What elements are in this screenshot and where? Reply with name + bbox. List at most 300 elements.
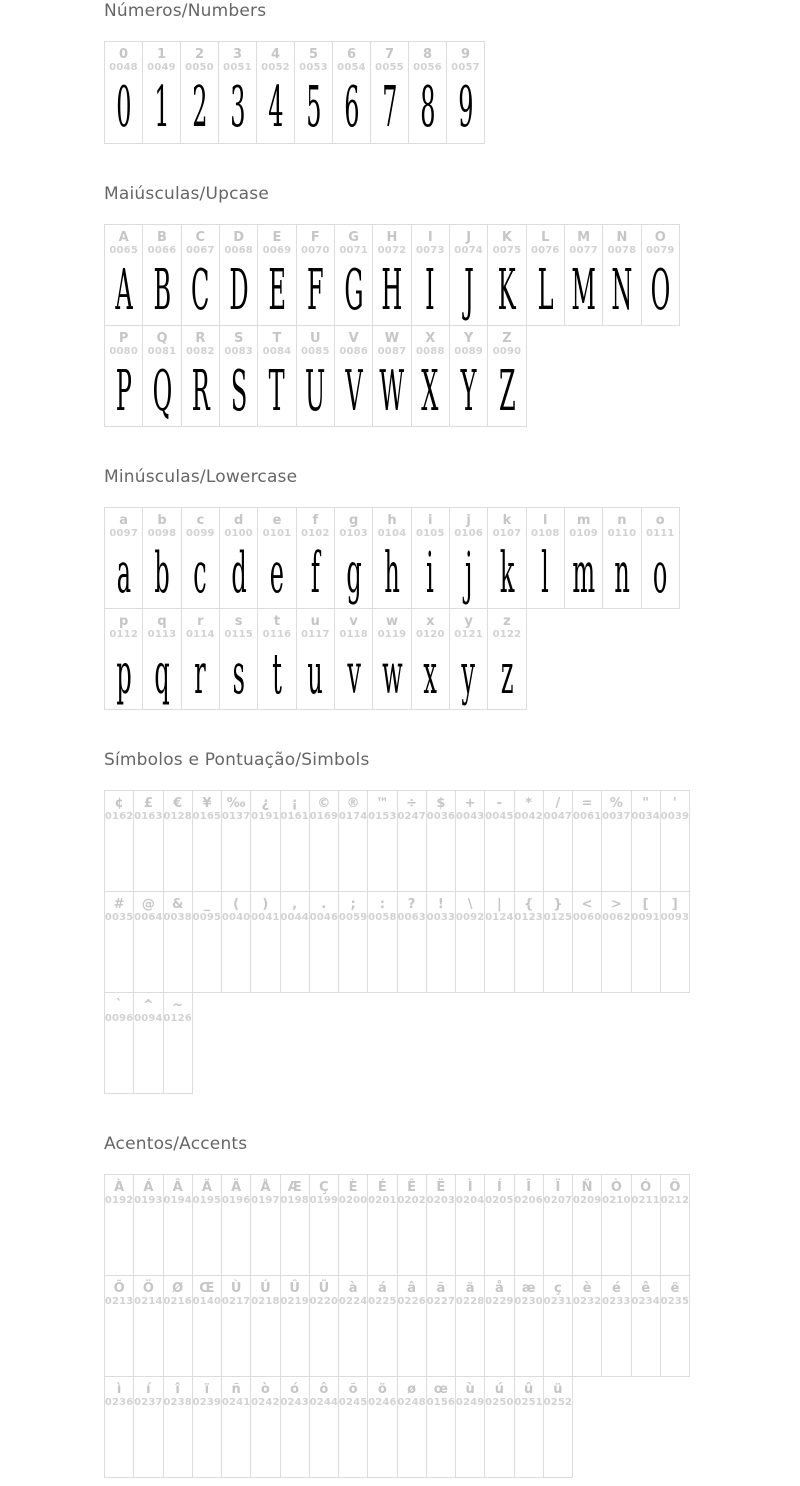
cell-glyph-area xyxy=(398,1409,426,1477)
cell-code: 0093 xyxy=(660,912,690,923)
cell-glyph-area xyxy=(258,641,295,709)
char-cell-0058 xyxy=(367,891,397,993)
cell-glyph-area xyxy=(310,924,338,992)
cell-glyph-area xyxy=(105,1308,133,1376)
cell-code: 0156 xyxy=(426,1397,456,1408)
char-cell-0239 xyxy=(192,1376,222,1478)
char-cell-0068 xyxy=(219,224,258,326)
cell-code: 0038 xyxy=(163,912,192,923)
char-cell-0076 xyxy=(526,224,565,326)
cell-label: ü xyxy=(553,1382,563,1397)
cell-label: î xyxy=(175,1382,180,1397)
cell-glyph: w xyxy=(381,641,403,706)
char-cell-0086 xyxy=(334,325,373,427)
cell-label: $ xyxy=(436,796,446,811)
cell-code: 0245 xyxy=(338,1397,368,1408)
char-row xyxy=(104,608,800,710)
cell-code: 0163 xyxy=(134,811,163,822)
cell-label: | xyxy=(497,897,502,912)
cell-glyph-area xyxy=(450,358,487,426)
char-cell-0098 xyxy=(142,507,181,609)
cell-glyph-area xyxy=(143,540,180,608)
cell-code: 0107 xyxy=(492,528,522,539)
cell-code: 0050 xyxy=(185,62,214,73)
cell-glyph-area xyxy=(281,1308,309,1376)
cell-glyph: D xyxy=(229,257,249,322)
cell-glyph: i xyxy=(426,540,435,605)
cell-glyph-area xyxy=(220,257,257,325)
char-cell-0120 xyxy=(411,608,450,710)
cell-label: G xyxy=(348,230,359,245)
char-cell-0165 xyxy=(192,790,222,892)
cell-code: 0219 xyxy=(280,1296,309,1307)
char-cell-0100 xyxy=(219,507,258,609)
cell-glyph-area xyxy=(447,74,484,143)
char-row xyxy=(104,790,800,892)
cell-code: 0084 xyxy=(262,346,292,357)
cell-glyph-area xyxy=(295,74,332,143)
cell-label: O xyxy=(654,230,666,245)
cell-label: H xyxy=(386,230,398,245)
cell-label: + xyxy=(464,796,476,811)
cell-glyph: q xyxy=(154,641,170,706)
char-row xyxy=(104,1174,800,1276)
cell-glyph: X xyxy=(421,358,439,423)
cell-code: 0248 xyxy=(397,1397,426,1408)
cell-label: Ø xyxy=(172,1281,184,1296)
cell-glyph-area xyxy=(339,924,367,992)
cell-code: 0121 xyxy=(454,629,483,640)
cell-label: a xyxy=(119,513,129,528)
cell-code: 0125 xyxy=(543,912,573,923)
char-cell-0060 xyxy=(572,891,602,993)
char-cell-0218 xyxy=(250,1275,280,1377)
cell-code: 0051 xyxy=(223,62,252,73)
char-cell-0245 xyxy=(338,1376,368,1478)
cell-code: 0239 xyxy=(192,1397,222,1408)
cell-glyph: U xyxy=(305,358,326,423)
cell-glyph-area xyxy=(251,1308,279,1376)
cell-glyph-area xyxy=(134,1308,162,1376)
char-cell-0079 xyxy=(641,224,680,326)
char-cell-0097 xyxy=(104,507,143,609)
cell-code: 0106 xyxy=(454,528,483,539)
cell-label: = xyxy=(581,796,593,811)
cell-code: 0087 xyxy=(377,346,407,357)
cell-glyph-area xyxy=(527,257,564,325)
char-cell-0192 xyxy=(104,1174,134,1276)
cell-glyph-area xyxy=(105,1409,133,1477)
cell-label: & xyxy=(171,897,184,912)
cell-label: / xyxy=(555,796,561,811)
char-cell-0128 xyxy=(163,790,193,892)
char-cell-0066 xyxy=(142,224,181,326)
cell-code: 0235 xyxy=(660,1296,690,1307)
char-cell-0125 xyxy=(543,891,573,993)
cell-code: 0116 xyxy=(262,629,292,640)
cell-code: 0123 xyxy=(514,912,543,923)
cell-glyph-area xyxy=(310,1409,338,1477)
char-cell-0191 xyxy=(250,790,280,892)
cell-label: 6 xyxy=(346,47,357,62)
cell-label: v xyxy=(349,614,358,629)
cell-label: l xyxy=(543,513,548,528)
cell-glyph: K xyxy=(497,257,516,322)
cell-glyph-area xyxy=(544,823,572,891)
cell-glyph-area xyxy=(222,823,250,891)
char-cell-0103 xyxy=(334,507,373,609)
char-cell-0230 xyxy=(514,1275,544,1377)
cell-label: \ xyxy=(467,897,473,912)
cell-label: < xyxy=(581,897,593,912)
cell-glyph-area xyxy=(182,358,219,426)
char-cell-0070 xyxy=(296,224,335,326)
char-cell-0203 xyxy=(426,1174,456,1276)
cell-glyph-area xyxy=(220,358,257,426)
cell-code: 0082 xyxy=(186,346,215,357)
cell-code: 0058 xyxy=(368,912,397,923)
cell-label: Å xyxy=(260,1180,271,1195)
cell-code: 0101 xyxy=(262,528,292,539)
char-cell-0205 xyxy=(484,1174,514,1276)
char-cell-0077 xyxy=(564,224,603,326)
cell-label: Î xyxy=(526,1180,532,1195)
cell-label: ] xyxy=(671,897,678,912)
cell-label: D xyxy=(233,230,245,245)
cell-label: f xyxy=(312,513,319,528)
char-cell-0104 xyxy=(372,507,411,609)
cell-glyph-area xyxy=(573,1308,601,1376)
cell-glyph-area xyxy=(222,1207,250,1275)
cell-code: 0117 xyxy=(300,629,330,640)
cell-label: J xyxy=(466,230,472,245)
cell-glyph-area xyxy=(164,1207,192,1275)
cell-code: 0224 xyxy=(338,1296,368,1307)
cell-code: 0068 xyxy=(224,245,253,256)
cell-code: 0091 xyxy=(631,912,660,923)
char-cell-0214 xyxy=(133,1275,163,1377)
cell-code: 0228 xyxy=(455,1296,485,1307)
cell-glyph: 6 xyxy=(343,74,360,140)
cell-code: 0137 xyxy=(221,811,251,822)
cell-label: R xyxy=(195,331,206,346)
cell-glyph-area xyxy=(143,641,180,709)
char-cell-0237 xyxy=(133,1376,163,1478)
cell-glyph-area xyxy=(339,1409,367,1477)
cell-label: à xyxy=(348,1281,358,1296)
char-cell-0085 xyxy=(296,325,335,427)
cell-glyph-area xyxy=(427,823,455,891)
cell-label: Ù xyxy=(230,1281,242,1296)
section-symbols xyxy=(104,750,800,1094)
char-cell-0093 xyxy=(660,891,690,993)
cell-glyph: t xyxy=(272,641,282,706)
cell-label: è xyxy=(582,1281,592,1296)
cell-label: c xyxy=(196,513,205,528)
char-cell-0090 xyxy=(487,325,526,427)
cell-code: 0119 xyxy=(377,629,407,640)
char-cell-0233 xyxy=(601,1275,631,1377)
char-cell-0118 xyxy=(334,608,373,710)
cell-label: > xyxy=(610,897,622,912)
cell-glyph-area xyxy=(222,924,250,992)
cell-glyph-area xyxy=(281,1409,309,1477)
cell-glyph-area xyxy=(515,1308,543,1376)
cell-glyph: B xyxy=(153,257,171,322)
cell-glyph-area xyxy=(222,1308,250,1376)
char-cell-0035 xyxy=(104,891,134,993)
cell-code: 0210 xyxy=(602,1195,631,1206)
cell-glyph-area xyxy=(297,358,334,426)
cell-code: 0227 xyxy=(426,1296,456,1307)
cell-glyph-area xyxy=(602,823,630,891)
cell-glyph-area xyxy=(603,540,640,608)
cell-glyph-area xyxy=(281,823,309,891)
cell-code: 0052 xyxy=(261,62,290,73)
cell-glyph: 5 xyxy=(305,74,322,140)
char-table-uppercase xyxy=(104,224,800,427)
cell-glyph-area xyxy=(105,540,142,608)
cell-code: 0200 xyxy=(338,1195,368,1206)
char-cell-0244 xyxy=(309,1376,339,1478)
cell-label: * xyxy=(525,796,533,811)
cell-label: Z xyxy=(502,331,512,346)
char-cell-0194 xyxy=(163,1174,193,1276)
char-cell-0049 xyxy=(142,41,181,144)
cell-glyph-area xyxy=(105,257,142,325)
cell-code: 0161 xyxy=(280,811,309,822)
cell-code: 0056 xyxy=(413,62,442,73)
cell-code: 0124 xyxy=(485,912,514,923)
cell-glyph: m xyxy=(572,540,595,605)
cell-label: [ xyxy=(642,897,649,912)
cell-label: Û xyxy=(289,1281,300,1296)
cell-code: 0042 xyxy=(514,811,543,822)
cell-label: T xyxy=(272,331,282,346)
cell-glyph: S xyxy=(230,358,247,423)
cell-code: 0209 xyxy=(572,1195,602,1206)
cell-code: 0237 xyxy=(134,1397,163,1408)
cell-code: 0035 xyxy=(104,912,134,923)
cell-glyph: V xyxy=(344,358,363,423)
cell-code: 0064 xyxy=(134,912,163,923)
section-title-lowercase: Minúsculas/Lowercase xyxy=(104,467,298,487)
char-cell-0096 xyxy=(104,992,134,1094)
char-cell-0108 xyxy=(526,507,565,609)
cell-glyph-area xyxy=(565,257,602,325)
cell-code: 0065 xyxy=(109,245,138,256)
cell-glyph-area xyxy=(335,257,372,325)
char-cell-0140 xyxy=(192,1275,222,1377)
cell-glyph: O xyxy=(650,257,671,322)
cell-code: 0079 xyxy=(645,245,675,256)
char-cell-0063 xyxy=(397,891,427,993)
char-cell-0091 xyxy=(631,891,661,993)
cell-label: ' xyxy=(672,796,677,811)
cell-code: 0037 xyxy=(602,811,631,822)
cell-glyph-area xyxy=(258,540,295,608)
char-cell-0213 xyxy=(104,1275,134,1377)
cell-glyph: f xyxy=(310,540,320,605)
char-cell-0243 xyxy=(280,1376,310,1478)
char-cell-0084 xyxy=(257,325,296,427)
char-cell-0095 xyxy=(192,891,222,993)
cell-label: @ xyxy=(141,897,155,912)
cell-glyph-area xyxy=(661,1207,689,1275)
cell-label: © xyxy=(317,796,331,811)
cell-glyph-area xyxy=(456,1207,484,1275)
cell-label: í xyxy=(146,1382,151,1397)
cell-glyph-area xyxy=(488,540,525,608)
cell-label: L xyxy=(541,230,550,245)
cell-code: 0073 xyxy=(415,245,445,256)
char-cell-0080 xyxy=(104,325,143,427)
char-cell-0074 xyxy=(449,224,488,326)
cell-glyph-area xyxy=(220,540,257,608)
cell-label: Æ xyxy=(287,1180,302,1195)
cell-glyph-area xyxy=(456,823,484,891)
cell-label: B xyxy=(157,230,167,245)
cell-glyph-area xyxy=(373,540,410,608)
cell-code: 0162 xyxy=(104,811,134,822)
cell-label: ï xyxy=(204,1382,210,1397)
cell-label: Í xyxy=(496,1180,502,1195)
cell-glyph: p xyxy=(115,641,132,706)
cell-glyph: T xyxy=(268,358,285,423)
cell-label: Õ xyxy=(113,1281,125,1296)
char-cell-0110 xyxy=(602,507,641,609)
cell-label: Ò xyxy=(610,1180,622,1195)
cell-label: ( xyxy=(233,897,240,912)
cell-glyph-area xyxy=(182,641,219,709)
cell-glyph-area xyxy=(515,924,543,992)
cell-label: Ì xyxy=(467,1180,473,1195)
char-cell-0251 xyxy=(514,1376,544,1478)
cell-glyph: 9 xyxy=(457,74,474,140)
cell-code: 0108 xyxy=(530,528,560,539)
cell-glyph: b xyxy=(154,540,170,605)
cell-glyph-area xyxy=(164,924,192,992)
cell-label: ø xyxy=(407,1382,417,1397)
cell-label: F xyxy=(310,230,320,245)
cell-code: 0062 xyxy=(602,912,631,923)
char-cell-0117 xyxy=(296,608,335,710)
cell-label: ó xyxy=(290,1382,300,1397)
cell-label: ò xyxy=(260,1382,270,1397)
cell-label: ? xyxy=(407,897,416,912)
cell-glyph-area xyxy=(515,1409,543,1477)
char-table-accents xyxy=(104,1174,800,1478)
cell-label: p xyxy=(119,614,129,629)
cell-label: h xyxy=(387,513,397,528)
cell-glyph-area xyxy=(485,1207,513,1275)
cell-code: 0094 xyxy=(134,1013,163,1024)
cell-glyph-area xyxy=(105,823,133,891)
cell-code: 0053 xyxy=(299,62,328,73)
cell-code: 0105 xyxy=(415,528,445,539)
cell-label: Ô xyxy=(669,1180,681,1195)
cell-code: 0229 xyxy=(485,1296,514,1307)
cell-code: 0086 xyxy=(339,346,368,357)
char-cell-0209 xyxy=(572,1174,602,1276)
cell-label: Á xyxy=(143,1180,154,1195)
char-cell-0250 xyxy=(484,1376,514,1478)
cell-code: 0251 xyxy=(514,1397,543,1408)
cell-label: g xyxy=(348,513,359,528)
cell-label: ) xyxy=(262,897,269,912)
char-cell-0116 xyxy=(257,608,296,710)
cell-label: o xyxy=(655,513,665,528)
cell-label: Q xyxy=(156,331,168,346)
char-cell-0052 xyxy=(256,41,295,144)
cell-label: ö xyxy=(377,1382,387,1397)
cell-label: å xyxy=(494,1281,504,1296)
cell-code: 0109 xyxy=(569,528,598,539)
char-cell-0055 xyxy=(370,41,409,144)
cell-glyph-area xyxy=(642,257,679,325)
char-cell-0163 xyxy=(133,790,163,892)
cell-label: ; xyxy=(350,897,356,912)
cell-glyph: r xyxy=(194,641,207,706)
cell-glyph-area xyxy=(573,823,601,891)
cell-code: 0252 xyxy=(543,1397,573,1408)
char-cell-0235 xyxy=(660,1275,690,1377)
cell-label: 8 xyxy=(422,47,433,62)
cell-code: 0098 xyxy=(147,528,177,539)
char-cell-0122 xyxy=(487,608,526,710)
cell-label: Â xyxy=(172,1180,183,1195)
cell-code: 0055 xyxy=(375,62,404,73)
cell-glyph-area xyxy=(373,641,410,709)
char-cell-0036 xyxy=(426,790,456,892)
cell-code: 0214 xyxy=(134,1296,163,1307)
cell-code: 0225 xyxy=(368,1296,397,1307)
cell-glyph-area xyxy=(105,924,133,992)
cell-code: 0088 xyxy=(415,346,445,357)
cell-glyph-area xyxy=(281,924,309,992)
char-cell-0113 xyxy=(142,608,181,710)
cell-glyph-area xyxy=(456,924,484,992)
cell-glyph-area xyxy=(642,540,679,608)
cell-glyph: Q xyxy=(152,358,172,423)
cell-glyph-area xyxy=(143,257,180,325)
cell-glyph-area xyxy=(310,823,338,891)
section-title-numbers: Números/Numbers xyxy=(104,1,267,21)
cell-code: 0096 xyxy=(104,1013,134,1024)
cell-code: 0034 xyxy=(631,811,660,822)
char-row xyxy=(104,992,800,1094)
cell-code: 0174 xyxy=(338,811,368,822)
cell-glyph: n xyxy=(614,540,630,605)
cell-glyph-area xyxy=(105,1207,133,1275)
cell-label: K xyxy=(501,230,512,245)
cell-glyph-area xyxy=(258,257,295,325)
cell-glyph: 3 xyxy=(229,74,246,140)
cell-glyph-area xyxy=(632,1207,660,1275)
char-cell-0241 xyxy=(221,1376,251,1478)
cell-glyph: R xyxy=(191,358,210,423)
cell-label: Ú xyxy=(260,1281,271,1296)
char-cell-0210 xyxy=(601,1174,631,1276)
cell-label: k xyxy=(502,513,512,528)
cell-glyph-area xyxy=(450,641,487,709)
cell-glyph-area xyxy=(544,1207,572,1275)
cell-glyph-area xyxy=(602,1207,630,1275)
cell-label: Ï xyxy=(555,1180,561,1195)
cell-glyph-area xyxy=(193,1409,221,1477)
cell-label: x xyxy=(426,614,435,629)
cell-glyph-area xyxy=(632,1308,660,1376)
